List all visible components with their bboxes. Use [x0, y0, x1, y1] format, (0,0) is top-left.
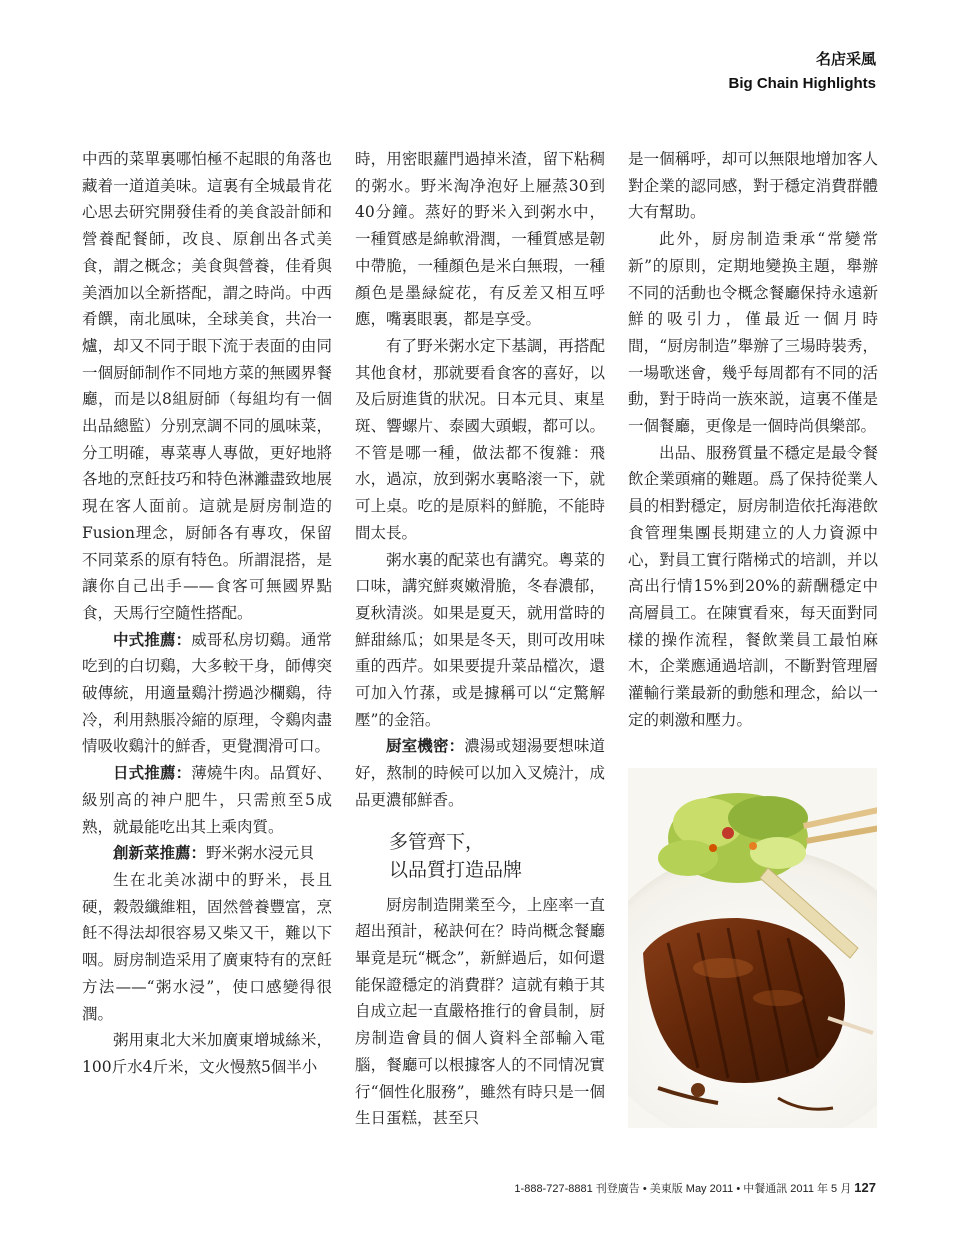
steak-dish-illustration	[628, 768, 877, 1128]
recommendation-text: 威哥私房切鷄。通常吃到的白切鷄，大多較干身，師傅突破傳統，用適量鷄汁撈過沙欄鷄，待冷，利用熱脹冷縮的原理，令鷄肉盡情吸收鷄汁的鮮香，更覺潤滑可口。	[82, 630, 332, 756]
kitchen-secret-label: 厨室機密：	[386, 736, 465, 756]
paragraph: 生在北美冰湖中的野米，長且硬，穀殼纖維粗，固然營養豐富，烹飪不得法却很容易又柴又干，難以下咽。厨房制造采用了廣東特有的烹飪方法——“粥水浸”，使口感變得很潤。	[82, 870, 332, 1023]
article-column-2	[355, 146, 605, 1132]
subheading-line-1: 多管齊下，	[389, 830, 485, 853]
recommendation-label: 創新菜推薦：	[113, 843, 207, 863]
section-title-english: Big Chain Highlights	[728, 75, 876, 92]
kitchen-secret-text: 濃湯或翅湯要想味道好，熬制的時候可以加入叉燒汁，成品更濃郁鮮香。	[355, 737, 605, 809]
food-photo	[628, 768, 877, 1128]
paragraph: 時，用密眼蘿門過掉米渣，留下粘稠的粥水。野米淘净泡好上屜蒸30到40分鐘。蒸好的野米入到粥水中，一種質感是綿軟滑潤，一種質感是韌中帶脆，一種顏色是米白無瑕，一種顏色是墨緑綻花，有反差又相互呼應，嘴裏眼裏，都是享受。	[355, 150, 605, 329]
paragraph: 粥水裏的配菜也有講究。粵菜的口味，講究鮮爽嫩滑脆，冬春濃郁，夏秋清淡。如果是夏天，就用當時的鮮甜絲瓜；如果是冬天，則可改用味重的西芹。如果要提升菜品檔次，還可加入竹蓀，或是據稱可以“定驚解壓”的金箔。	[355, 550, 605, 729]
article-column-3	[628, 146, 878, 733]
footer-info: 1-888-727-8881 刊登廣告 • 美東版 May 2011 • 中餐通訊 2011 年 5 月	[514, 1183, 852, 1195]
section-subheading	[389, 828, 605, 884]
recommendation-text: 野米粥水浸元貝	[206, 844, 315, 863]
paragraph: 粥用東北大米加廣東增城絲米，100斤水4斤米，文火慢熬5個半小	[82, 1031, 332, 1076]
section-title-chinese: 名店采風	[815, 50, 876, 68]
page-number: 127	[854, 1180, 876, 1195]
recommendation-label: 日式推薦：	[113, 763, 192, 783]
recommendation-creative	[82, 840, 332, 867]
recommendation-japanese	[82, 760, 332, 840]
paragraph: 是一個稱呼，却可以無限地增加客人對企業的認同感，對于穩定消費群體大有幫助。	[628, 150, 878, 222]
paragraph: 厨房制造開業至今，上座率一直超出預計，秘訣何在？時尚概念餐廳畢竟是玩“概念”，新鮮過后，如何還能保證穩定的消費群？這就有賴于其自成立起一直嚴格推行的會員制，厨房制造會員的個人資料全部輸入電腦，餐廳可以根據客人的不同情况實行“個性化服務”，雖然有時只是一個生日蛋糕，甚至只	[355, 895, 605, 1128]
subheading-line-2: 以品質打造品牌	[389, 858, 523, 881]
kitchen-secret	[355, 733, 605, 813]
page-footer	[514, 1180, 876, 1196]
paragraph: 中西的菜單裏哪怕極不起眼的角落也藏着一道道美味。這裏有全城最肯花心思去研究開發佳肴的美食設計師和營養配餐師，改良、原創出各式美食，謂之概念；美食與營養，佳肴與美酒加以全新搭配，謂之時尚。中西肴饌，南北風味，全球美食，共冶一爐，却又不同于眼下流于表面的由同一個厨師制作不同地方菜的無國界餐廳，而是以8組厨師（每組均有一個出品總監）分别烹調不同的風味菜，分工明確，專菜專人專做，更好地將各地的烹飪技巧和特色淋灕盡致地展現在客人面前。這就是厨房制造的Fusion理念，厨師各有專攻，保留不同菜系的原有特色。所謂混搭，是讓你自己出手——食客可無國界點食，天馬行空隨性搭配。	[82, 150, 332, 622]
paragraph: 有了野米粥水定下基調，再搭配其他食材，那就要看食客的喜好，以及后厨進貨的狀况。日本元貝、東星斑、響螺片、泰國大頭蝦，都可以。不管是哪一種，做法都不復雜：飛水，過凉，放到粥水裏略滚一下，就可上桌。吃的是原料的鮮脆，不能時間太長。	[355, 336, 605, 542]
paragraph: 此外，厨房制造秉承“常變常新”的原則，定期地變换主題，舉辦不同的活動也令概念餐廳保持永遠新鮮的吸引力，僅最近一個月時間，“厨房制造”舉辦了三場時裝秀，一場歌迷會，幾乎每周都有不同的活動，對于時尚一族來説，這裏不僅是一個餐廳，更像是一個時尚俱樂部。	[628, 230, 878, 436]
recommendation-text: 薄燒牛肉。品質好、級别高的神户肥牛，只需煎至5成熟，就最能吃出其上乘肉質。	[82, 764, 332, 836]
recommendation-label: 中式推薦：	[113, 629, 192, 649]
paragraph: 出品、服務質量不穩定是最令餐飲企業頭痛的難題。爲了保持從業人員的相對穩定，厨房制造依托海港飲食管理集團長期建立的人力資源中心，對員工實行階梯式的培訓，并以高出行情15%到20%的薪酬穩定中高層員工。在陳實看來，每天面對同樣的操作流程，餐飲業員工最怕麻木，企業應通過培訓，不斷對管理層灌輸行業最新的動態和理念，給以一定的刺激和壓力。	[628, 443, 878, 729]
article-column-1	[82, 146, 332, 1081]
recommendation-chinese	[82, 627, 332, 761]
